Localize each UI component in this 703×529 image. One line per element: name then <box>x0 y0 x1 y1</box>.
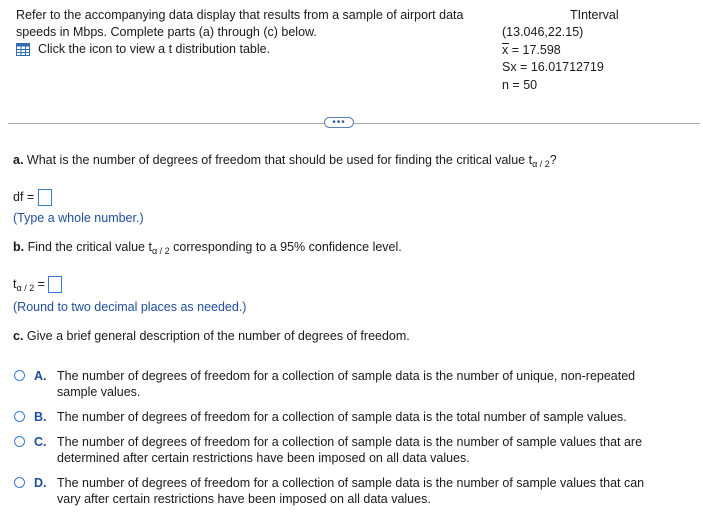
part-b-end: corresponding to a 95% confidence level. <box>169 240 402 254</box>
part-a-text: What is the number of degrees of freedom that should be used for finding the critical value t <box>23 153 533 167</box>
confidence-interval: (13.046,22.15) <box>502 25 584 40</box>
choice-c[interactable] <box>14 434 694 466</box>
choice-b-text[interactable] <box>57 409 694 425</box>
choice-a-letter: A. <box>34 369 47 383</box>
choice-d-radio[interactable] <box>14 477 25 488</box>
part-c-text: Give a brief general description of the number of degrees of freedom. <box>23 329 410 343</box>
part-c-question <box>13 329 410 343</box>
choice-a[interactable] <box>14 368 694 400</box>
sample-mean-value: = 17.598 <box>508 42 561 57</box>
choice-c-text[interactable] <box>57 434 694 466</box>
t-label-subscript: α / 2 <box>16 283 35 293</box>
choice-d-text[interactable] <box>57 475 694 507</box>
sample-size: n = 50 <box>502 77 538 92</box>
df-hint: (Type a whole number.) <box>13 211 144 225</box>
choice-c-letter: C. <box>34 435 47 449</box>
sample-mean <box>502 42 619 59</box>
t-label: t <box>13 277 17 291</box>
choice-a-text[interactable] <box>57 368 694 400</box>
tinterval-display <box>502 7 619 94</box>
intro-text-line-2: speeds in Mbps. Complete parts (a) through (c) below. <box>16 25 317 39</box>
part-a-prefix: a. <box>13 153 24 167</box>
t-table-link[interactable] <box>16 41 496 58</box>
choice-a-line-2: sample values. <box>57 385 141 399</box>
part-a-subscript: α / 2 <box>532 159 550 169</box>
choice-a-line-1: The number of degrees of freedom for a collection of sample data is the number of unique, non-repeated <box>57 369 636 383</box>
choice-d-line-2: vary after certain restrictions have been imposed on all data values. <box>57 492 431 506</box>
critical-value-input[interactable] <box>48 276 62 293</box>
choice-d-line-1: The number of degrees of freedom for a collection of sample data is the number of sample values that can <box>57 476 645 490</box>
choice-c-line-1: The number of degrees of freedom for a collection of sample data is the number of sample values that are <box>57 435 643 449</box>
choice-c-radio[interactable] <box>14 436 25 447</box>
t-label-equals: = <box>34 277 49 291</box>
xbar-symbol: x <box>502 42 508 59</box>
problem-intro <box>16 7 496 58</box>
part-b-question <box>13 240 402 256</box>
df-label: df = <box>13 190 38 204</box>
intro-text-line-1: Refer to the accompanying data display that results from a sample of airport data <box>16 8 464 22</box>
choice-c-line-2: determined after certain restrictions have been imposed on all data values. <box>57 451 470 465</box>
part-a-question <box>13 153 557 169</box>
choice-b-radio[interactable] <box>14 411 25 422</box>
choice-b-line-1: The number of degrees of freedom for a collection of sample data is the total number of sample values. <box>57 410 627 424</box>
critical-value-hint: (Round to two decimal places as needed.) <box>13 300 247 314</box>
part-b-subscript: α / 2 <box>151 246 170 256</box>
choice-b[interactable] <box>14 409 694 425</box>
part-c-prefix: c. <box>13 329 24 343</box>
choice-a-radio[interactable] <box>14 370 25 381</box>
part-a-end: ? <box>549 153 557 167</box>
choice-d[interactable] <box>14 475 694 507</box>
tinterval-title: TInterval <box>570 8 619 22</box>
table-icon[interactable] <box>16 43 30 56</box>
sample-std-dev: Sx = 16.01712719 <box>502 60 604 75</box>
part-b-prefix: b. <box>13 240 25 254</box>
df-input[interactable] <box>38 189 52 206</box>
choice-b-letter: B. <box>34 410 47 424</box>
critical-value-answer-row <box>13 274 62 298</box>
expand-button[interactable]: ••• <box>324 117 354 128</box>
t-table-link-text[interactable]: Click the icon to view a t distribution table. <box>38 42 271 56</box>
df-answer-row <box>13 187 52 207</box>
part-b-text: Find the critical value t <box>24 240 152 254</box>
section-divider <box>8 123 700 124</box>
choice-d-letter: D. <box>34 476 47 490</box>
